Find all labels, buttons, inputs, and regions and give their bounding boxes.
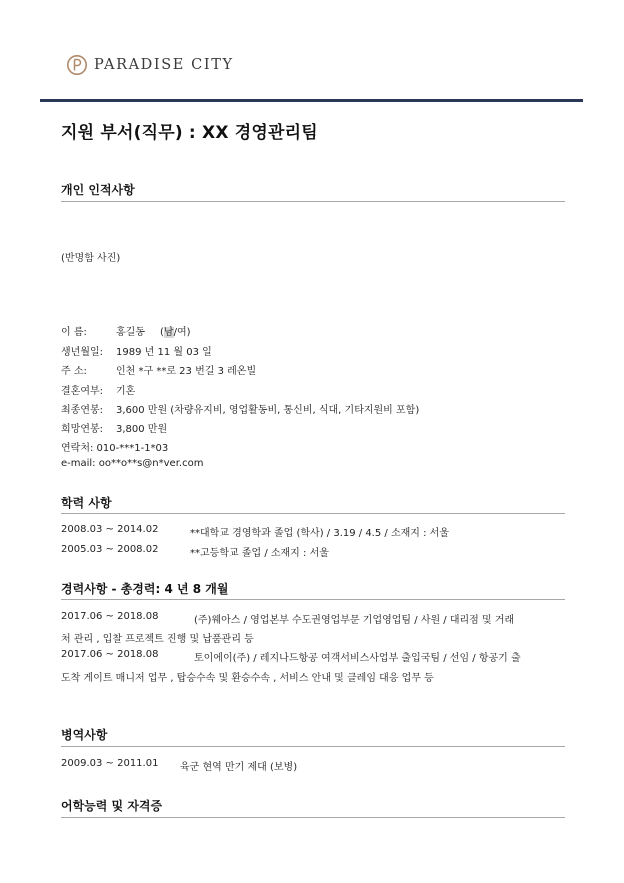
paradise-logo-icon bbox=[66, 54, 88, 76]
military-detail: 육군 현역 만기 제대 (보병) bbox=[180, 762, 298, 773]
gender-selected: 남 bbox=[163, 327, 174, 338]
education-period: 2005.03 ~ 2008.02 bbox=[61, 544, 159, 555]
section-heading-education: 학력 사항 bbox=[61, 496, 112, 510]
desired-salary-value: 3,800 만원 bbox=[116, 424, 168, 435]
education-detail: **고등학교 졸업 / 소재지 : 서울 bbox=[190, 548, 329, 559]
section-divider bbox=[61, 746, 565, 747]
section-divider bbox=[61, 599, 565, 600]
career-detail-line: 처 관리 , 입찰 프로젝트 진행 및 납품관리 등 bbox=[61, 634, 254, 645]
photo-placeholder: (반명함 사진) bbox=[61, 253, 121, 264]
address-value: 인천 *구 **로 23 번길 3 레온빌 bbox=[116, 366, 257, 377]
marital-value: 기혼 bbox=[116, 386, 136, 397]
address-label: 주 소: bbox=[61, 366, 87, 377]
career-period: 2017.06 ~ 2018.08 bbox=[61, 611, 159, 622]
section-heading-language: 어학능력 및 자격증 bbox=[61, 799, 163, 813]
career-detail-line: (주)웨아스 / 영업본부 수도권영업부문 기업영업팀 / 사원 / 대리점 및 거래 bbox=[194, 615, 515, 626]
career-detail-line: 도착 게이트 매니저 업무 , 탑승수속 및 환승수속 , 서비스 안내 및 클레임 대응 업무 등 bbox=[61, 673, 434, 684]
page-title: 지원 부서(직무) : XX 경영관리팀 bbox=[61, 123, 318, 143]
name-label: 이 름: bbox=[61, 327, 87, 338]
gender-rest: /여) bbox=[173, 327, 191, 338]
gender-open: ( bbox=[160, 327, 164, 338]
section-heading-personal: 개인 인적사항 bbox=[61, 183, 135, 197]
section-divider bbox=[61, 513, 565, 514]
birth-value: 1989 년 11 월 03 일 bbox=[116, 347, 212, 358]
brand-logo bbox=[66, 52, 234, 78]
military-period: 2009.03 ~ 2011.01 bbox=[61, 758, 159, 769]
final-salary-label: 최종연봉: bbox=[61, 405, 104, 416]
section-heading-career: 경력사항 - 총경력: 4 년 8 개월 bbox=[61, 582, 229, 596]
section-divider bbox=[61, 201, 565, 202]
marital-label: 결혼여부: bbox=[61, 386, 104, 397]
education-period: 2008.03 ~ 2014.02 bbox=[61, 524, 159, 535]
career-period: 2017.06 ~ 2018.08 bbox=[61, 649, 159, 660]
brand-name: PARADISE CITY bbox=[94, 57, 234, 73]
career-detail-line: 토이에이(주) / 레지나드항공 여객서비스사업부 출입국팀 / 선임 / 항공기 출 bbox=[194, 653, 521, 664]
section-heading-military: 병역사항 bbox=[61, 728, 108, 742]
gender-field bbox=[160, 323, 191, 338]
section-divider bbox=[61, 817, 565, 818]
contact-email: e-mail: oo**o**s@n*ver.com bbox=[61, 458, 204, 469]
header-divider bbox=[40, 99, 583, 102]
final-salary-value: 3,600 만원 (차량유지비, 영업활동비, 통신비, 식대, 기타지원비 포함) bbox=[116, 405, 420, 416]
birth-label: 생년월일: bbox=[61, 347, 104, 358]
desired-salary-label: 희망연봉: bbox=[61, 424, 104, 435]
education-detail: **대학교 경영학과 졸업 (학사) / 3.19 / 4.5 / 소재지 : 서울 bbox=[190, 528, 449, 539]
name-value: 홍길동 bbox=[116, 327, 145, 338]
contact-phone: 연락처: 010-***1-1*03 bbox=[61, 443, 169, 454]
